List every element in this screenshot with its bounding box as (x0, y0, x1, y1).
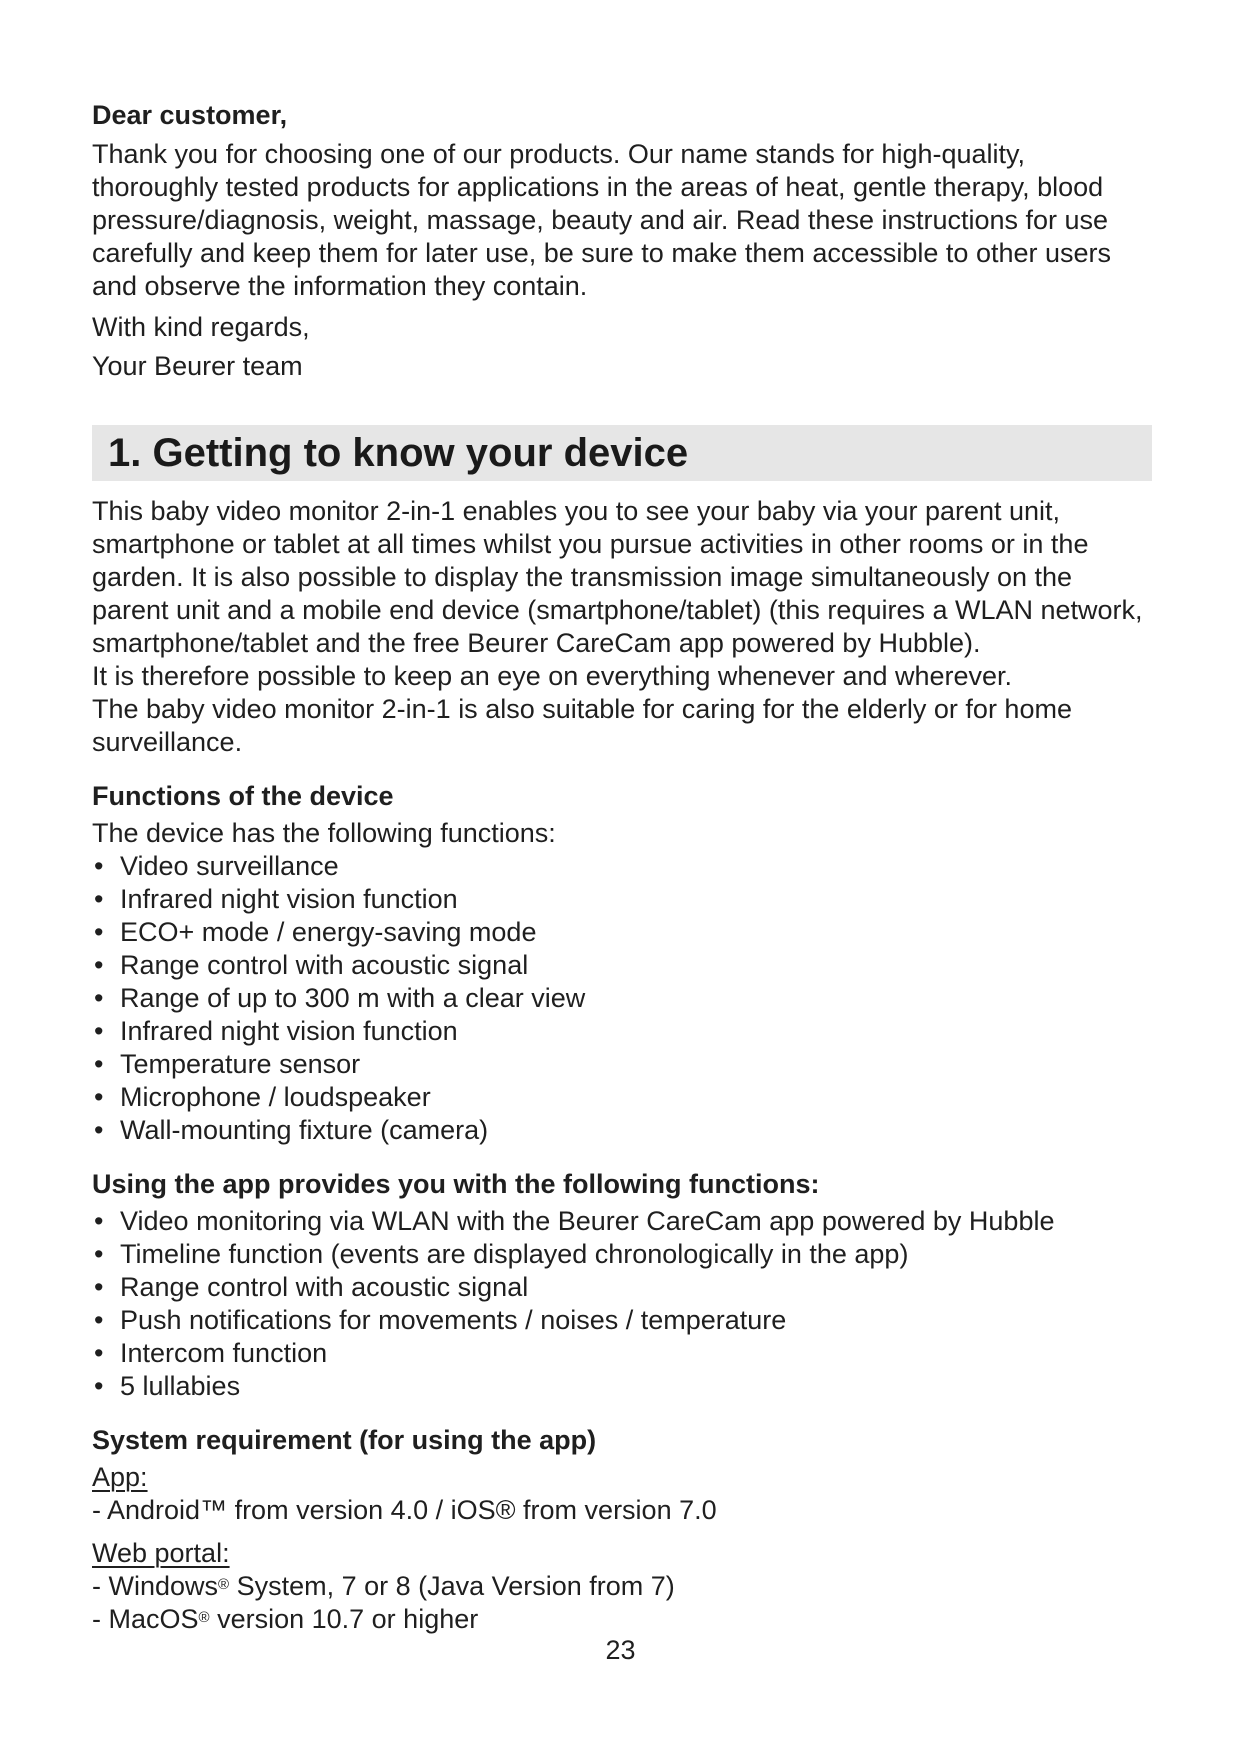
mac-requirement (92, 1603, 1152, 1636)
document-page (92, 98, 1152, 1636)
page-number: 23 (605, 1635, 636, 1665)
list-item: • Intercom function (92, 1337, 1152, 1370)
greeting-regards: With kind regards, (92, 312, 310, 342)
greeting-intro: Thank you for choosing one of our products. Our name stands for high-quality, thoroughly tested products for applications in the areas of heat, gentle therapy, blood pressure/diagnosis, weight, massage, beauty and air. Read these instructions for use carefully and keep them for later use, be sure to make them accessible to other users and observe the information they contain. (92, 139, 1112, 301)
list-item: • Infrared night vision function (92, 883, 1152, 916)
registered-mark: ® (198, 1609, 210, 1626)
windows-requirement (92, 1570, 1152, 1603)
section-description-line3: The baby video monitor 2-in-1 is also suitable for caring for the elderly or for home surveillance. (92, 694, 1072, 757)
list-item: • Timeline function (events are displayed chronologically in the app) (92, 1238, 1152, 1271)
greeting-heading: Dear customer, (92, 100, 288, 130)
system-requirements-heading: System requirement (for using the app) (92, 1425, 597, 1455)
device-functions-intro: The device has the following functions: (92, 818, 556, 848)
windows-suffix: System, 7 or 8 (Java Version from 7) (229, 1571, 675, 1601)
section-description-line2: It is therefore possible to keep an eye on everything whenever and wherever. (92, 661, 1013, 691)
list-item: • Video monitoring via WLAN with the Beurer CareCam app powered by Hubble (92, 1205, 1152, 1238)
list-item: • ECO+ mode / energy-saving mode (92, 916, 1152, 949)
list-item: • Wall-mounting fixture (camera) (92, 1114, 1152, 1147)
list-item: • Video surveillance (92, 850, 1152, 883)
registered-mark: ® (218, 1576, 230, 1593)
list-item: • Range of up to 300 m with a clear view (92, 982, 1152, 1015)
mac-prefix: - MacOS (92, 1604, 199, 1634)
greeting-signature: Your Beurer team (92, 351, 303, 381)
section-description: This baby video monitor 2-in-1 enables you to see your baby via your parent unit, smartphone or tablet at all times whilst you pursue activities in other rooms or in the garden. It is also possible to display the transmission image simultaneously on the parent unit and a mobile end device (smartphone/tablet) (this requires a WLAN network, smartphone/tablet and the free Beurer CareCam app powered by Hubble). (92, 496, 1143, 658)
list-item: • Infrared night vision function (92, 1015, 1152, 1048)
app-label-text: App: (92, 1462, 148, 1492)
web-portal-label (92, 1537, 1152, 1570)
device-functions-list (92, 850, 1152, 1147)
list-item: • Range control with acoustic signal (92, 949, 1152, 982)
windows-prefix: - Windows (92, 1571, 219, 1601)
list-item: • Microphone / loudspeaker (92, 1081, 1152, 1114)
mac-suffix: version 10.7 or higher (209, 1604, 479, 1634)
app-requirement: - Android™ from version 4.0 / iOS® from version 7.0 (92, 1495, 717, 1525)
list-item: • Push notifications for movements / noises / temperature (92, 1304, 1152, 1337)
device-functions-heading: Functions of the device (92, 781, 394, 811)
list-item: • Temperature sensor (92, 1048, 1152, 1081)
section-header (92, 425, 1152, 481)
list-item: • Range control with acoustic signal (92, 1271, 1152, 1304)
app-label (92, 1461, 1152, 1494)
section-title: 1. Getting to know your device (108, 430, 689, 475)
app-functions-list (92, 1205, 1152, 1403)
list-item: • 5 lullabies (92, 1370, 1152, 1403)
app-functions-heading: Using the app provides you with the following functions: (92, 1169, 820, 1199)
web-portal-label-text: Web portal: (92, 1538, 230, 1568)
